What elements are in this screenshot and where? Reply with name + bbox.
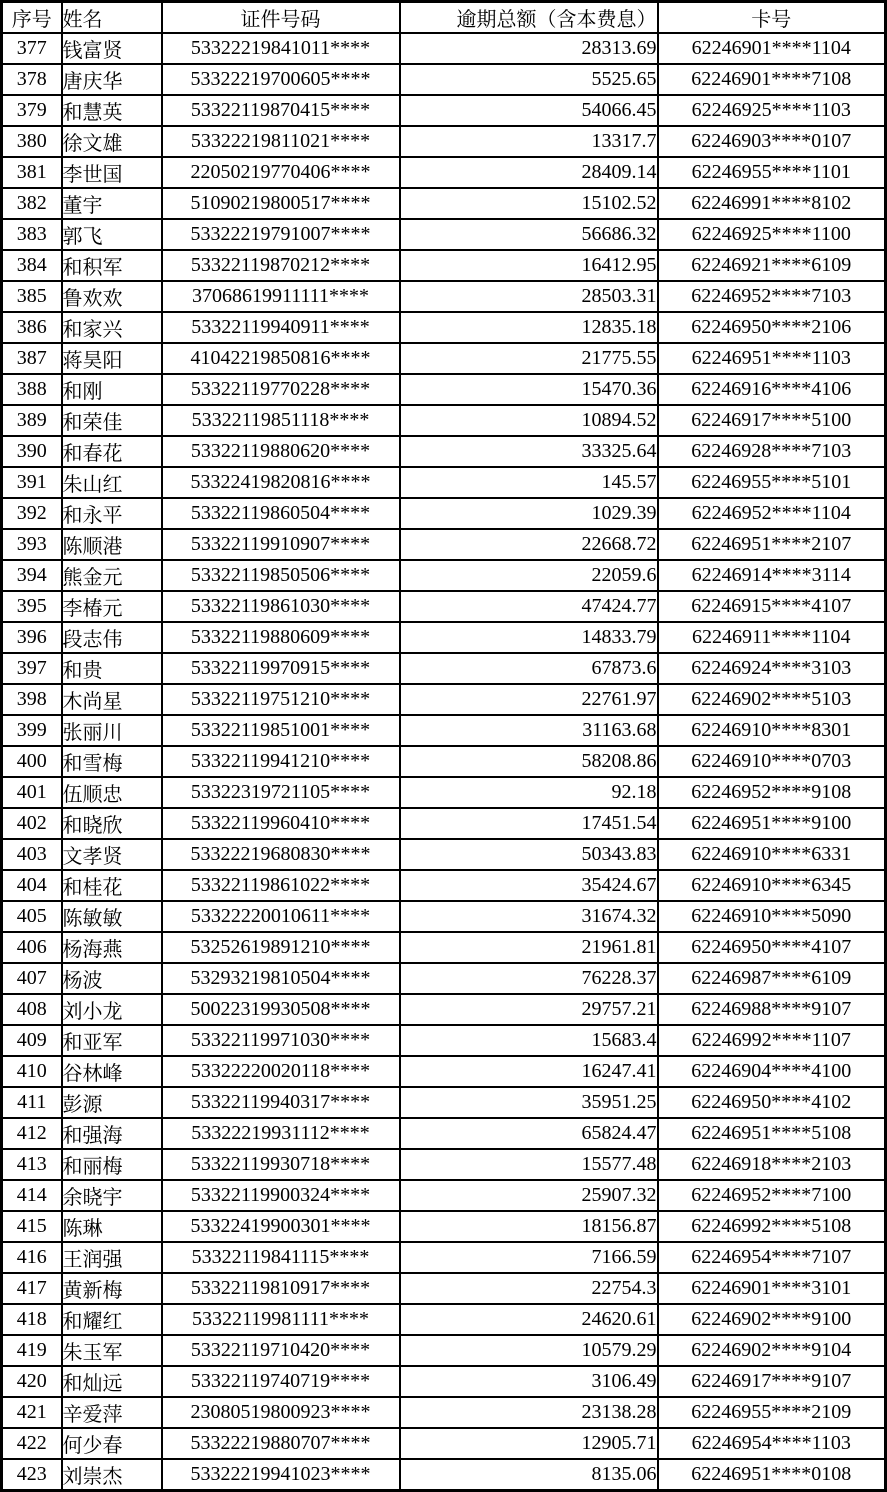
cell-name: 辛爱萍 (62, 1397, 162, 1428)
table-row (2, 622, 886, 653)
cell-overdue_total: 15683.4 (400, 1025, 658, 1056)
cell-name: 和荣佳 (62, 405, 162, 436)
cell-id_number: 53322119870415**** (162, 95, 400, 126)
cell-card_number: 62246910****8301 (658, 715, 886, 746)
cell-overdue_total: 21775.55 (400, 343, 658, 374)
cell-card_number: 62246987****6109 (658, 963, 886, 994)
cell-id_number: 53322119861030**** (162, 591, 400, 622)
cell-card_number: 62246917****5100 (658, 405, 886, 436)
cell-name: 和刚 (62, 374, 162, 405)
cell-card_number: 62246921****6109 (658, 250, 886, 281)
table-row (2, 33, 886, 64)
cell-name: 和桂花 (62, 870, 162, 901)
cell-index: 409 (2, 1025, 62, 1056)
table-row (2, 1118, 886, 1149)
cell-overdue_total: 31674.32 (400, 901, 658, 932)
cell-overdue_total: 22754.3 (400, 1273, 658, 1304)
cell-card_number: 62246924****3103 (658, 653, 886, 684)
cell-name: 张丽川 (62, 715, 162, 746)
cell-id_number: 53322119751210**** (162, 684, 400, 715)
cell-overdue_total: 17451.54 (400, 808, 658, 839)
table-row (2, 1149, 886, 1180)
cell-id_number: 53322119851001**** (162, 715, 400, 746)
cell-index: 381 (2, 157, 62, 188)
cell-name: 彭源 (62, 1087, 162, 1118)
table-row (2, 281, 886, 312)
cell-overdue_total: 65824.47 (400, 1118, 658, 1149)
table-row (2, 1335, 886, 1366)
table-header (2, 2, 886, 34)
cell-overdue_total: 50343.83 (400, 839, 658, 870)
cell-id_number: 23080519800923**** (162, 1397, 400, 1428)
cell-card_number: 62246904****4100 (658, 1056, 886, 1087)
cell-id_number: 53322119740719**** (162, 1366, 400, 1397)
cell-card_number: 62246902****9100 (658, 1304, 886, 1335)
table-row (2, 839, 886, 870)
cell-name: 何少春 (62, 1428, 162, 1459)
cell-index: 401 (2, 777, 62, 808)
cell-index: 414 (2, 1180, 62, 1211)
cell-index: 384 (2, 250, 62, 281)
column-header-id_number: 证件号码 (162, 2, 400, 34)
cell-id_number: 53322219841011**** (162, 33, 400, 64)
cell-index: 382 (2, 188, 62, 219)
table-row (2, 374, 886, 405)
table-row (2, 870, 886, 901)
table-row (2, 343, 886, 374)
cell-name: 和丽梅 (62, 1149, 162, 1180)
cell-name: 和春花 (62, 436, 162, 467)
cell-card_number: 62246955****1101 (658, 157, 886, 188)
cell-card_number: 62246915****4107 (658, 591, 886, 622)
cell-id_number: 53322419900301**** (162, 1211, 400, 1242)
cell-index: 415 (2, 1211, 62, 1242)
table-row (2, 498, 886, 529)
cell-card_number: 62246951****0108 (658, 1459, 886, 1491)
cell-id_number: 53322319721105**** (162, 777, 400, 808)
cell-overdue_total: 12835.18 (400, 312, 658, 343)
cell-card_number: 62246901****3101 (658, 1273, 886, 1304)
table-row (2, 1242, 886, 1273)
cell-overdue_total: 18156.87 (400, 1211, 658, 1242)
table-row (2, 684, 886, 715)
table-row (2, 529, 886, 560)
cell-card_number: 62246917****9107 (658, 1366, 886, 1397)
cell-name: 和慧英 (62, 95, 162, 126)
cell-id_number: 53322119850506**** (162, 560, 400, 591)
cell-id_number: 53322119940317**** (162, 1087, 400, 1118)
cell-card_number: 62246910****5090 (658, 901, 886, 932)
cell-id_number: 53322119880620**** (162, 436, 400, 467)
cell-index: 386 (2, 312, 62, 343)
cell-id_number: 53322419820816**** (162, 467, 400, 498)
cell-index: 411 (2, 1087, 62, 1118)
cell-index: 421 (2, 1397, 62, 1428)
cell-id_number: 53322119970915**** (162, 653, 400, 684)
cell-index: 423 (2, 1459, 62, 1491)
cell-card_number: 62246901****7108 (658, 64, 886, 95)
cell-card_number: 62246954****7107 (658, 1242, 886, 1273)
cell-overdue_total: 22668.72 (400, 529, 658, 560)
cell-name: 和亚军 (62, 1025, 162, 1056)
cell-index: 418 (2, 1304, 62, 1335)
cell-index: 417 (2, 1273, 62, 1304)
cell-index: 420 (2, 1366, 62, 1397)
cell-name: 刘小龙 (62, 994, 162, 1025)
cell-name: 和家兴 (62, 312, 162, 343)
cell-overdue_total: 22059.6 (400, 560, 658, 591)
cell-overdue_total: 35951.25 (400, 1087, 658, 1118)
cell-index: 392 (2, 498, 62, 529)
cell-index: 388 (2, 374, 62, 405)
cell-name: 余晓宇 (62, 1180, 162, 1211)
cell-card_number: 62246955****2109 (658, 1397, 886, 1428)
cell-index: 396 (2, 622, 62, 653)
cell-id_number: 53322119870212**** (162, 250, 400, 281)
cell-name: 李椿元 (62, 591, 162, 622)
cell-name: 董宇 (62, 188, 162, 219)
cell-card_number: 62246950****4102 (658, 1087, 886, 1118)
cell-id_number: 53322219791007**** (162, 219, 400, 250)
cell-overdue_total: 54066.45 (400, 95, 658, 126)
table-row (2, 1273, 886, 1304)
table-row (2, 963, 886, 994)
table-row (2, 436, 886, 467)
cell-index: 398 (2, 684, 62, 715)
cell-card_number: 62246951****9100 (658, 808, 886, 839)
cell-id_number: 53293219810504**** (162, 963, 400, 994)
cell-name: 和积军 (62, 250, 162, 281)
cell-id_number: 53322119810917**** (162, 1273, 400, 1304)
cell-overdue_total: 28313.69 (400, 33, 658, 64)
cell-index: 416 (2, 1242, 62, 1273)
table-row (2, 126, 886, 157)
cell-name: 鲁欢欢 (62, 281, 162, 312)
table-row (2, 560, 886, 591)
cell-id_number: 53322119930718**** (162, 1149, 400, 1180)
cell-card_number: 62246902****5103 (658, 684, 886, 715)
cell-name: 熊金元 (62, 560, 162, 591)
cell-overdue_total: 3106.49 (400, 1366, 658, 1397)
cell-card_number: 62246910****6331 (658, 839, 886, 870)
cell-overdue_total: 1029.39 (400, 498, 658, 529)
cell-card_number: 62246992****5108 (658, 1211, 886, 1242)
cell-name: 谷林峰 (62, 1056, 162, 1087)
cell-name: 木尚星 (62, 684, 162, 715)
cell-card_number: 62246903****0107 (658, 126, 886, 157)
cell-index: 378 (2, 64, 62, 95)
cell-card_number: 62246991****8102 (658, 188, 886, 219)
table-row (2, 1025, 886, 1056)
table-row (2, 808, 886, 839)
cell-name: 段志伟 (62, 622, 162, 653)
cell-overdue_total: 35424.67 (400, 870, 658, 901)
cell-id_number: 53322119880609**** (162, 622, 400, 653)
cell-index: 402 (2, 808, 62, 839)
table-row (2, 64, 886, 95)
cell-overdue_total: 10894.52 (400, 405, 658, 436)
cell-overdue_total: 15470.36 (400, 374, 658, 405)
cell-name: 文孝贤 (62, 839, 162, 870)
cell-index: 377 (2, 33, 62, 64)
cell-name: 陈敏敏 (62, 901, 162, 932)
table-row (2, 250, 886, 281)
cell-name: 王润强 (62, 1242, 162, 1273)
cell-index: 406 (2, 932, 62, 963)
cell-card_number: 62246952****9108 (658, 777, 886, 808)
cell-name: 和永平 (62, 498, 162, 529)
cell-overdue_total: 16247.41 (400, 1056, 658, 1087)
cell-overdue_total: 145.57 (400, 467, 658, 498)
cell-name: 刘崇杰 (62, 1459, 162, 1491)
cell-card_number: 62246925****1100 (658, 219, 886, 250)
cell-id_number: 53322119960410**** (162, 808, 400, 839)
cell-overdue_total: 5525.65 (400, 64, 658, 95)
cell-id_number: 53322119941210**** (162, 746, 400, 777)
cell-overdue_total: 12905.71 (400, 1428, 658, 1459)
cell-overdue_total: 29757.21 (400, 994, 658, 1025)
cell-id_number: 53322119841115**** (162, 1242, 400, 1273)
cell-card_number: 62246951****5108 (658, 1118, 886, 1149)
table-row (2, 219, 886, 250)
table-row (2, 1366, 886, 1397)
table-row (2, 777, 886, 808)
cell-id_number: 53322119860504**** (162, 498, 400, 529)
cell-overdue_total: 24620.61 (400, 1304, 658, 1335)
cell-id_number: 53322119770228**** (162, 374, 400, 405)
cell-name: 钱富贤 (62, 33, 162, 64)
table-row (2, 901, 886, 932)
table-row (2, 188, 886, 219)
cell-card_number: 62246951****2107 (658, 529, 886, 560)
table-row (2, 1459, 886, 1491)
cell-id_number: 53322220010611**** (162, 901, 400, 932)
cell-id_number: 53322119861022**** (162, 870, 400, 901)
cell-id_number: 53252619891210**** (162, 932, 400, 963)
cell-index: 400 (2, 746, 62, 777)
cell-card_number: 62246901****1104 (658, 33, 886, 64)
table-body (2, 33, 886, 1491)
cell-id_number: 53322119910907**** (162, 529, 400, 560)
cell-name: 黄新梅 (62, 1273, 162, 1304)
cell-name: 李世国 (62, 157, 162, 188)
cell-id_number: 51090219800517**** (162, 188, 400, 219)
cell-index: 419 (2, 1335, 62, 1366)
cell-name: 和灿远 (62, 1366, 162, 1397)
cell-card_number: 62246914****3114 (658, 560, 886, 591)
table-row (2, 467, 886, 498)
column-header-name: 姓名 (62, 2, 162, 34)
cell-card_number: 62246951****1103 (658, 343, 886, 374)
cell-id_number: 53322219880707**** (162, 1428, 400, 1459)
table-row (2, 994, 886, 1025)
cell-card_number: 62246952****7103 (658, 281, 886, 312)
table-row (2, 1056, 886, 1087)
cell-index: 397 (2, 653, 62, 684)
cell-overdue_total: 7166.59 (400, 1242, 658, 1273)
cell-index: 408 (2, 994, 62, 1025)
cell-index: 394 (2, 560, 62, 591)
cell-name: 杨海燕 (62, 932, 162, 963)
cell-overdue_total: 28503.31 (400, 281, 658, 312)
cell-overdue_total: 92.18 (400, 777, 658, 808)
cell-id_number: 53322219931112**** (162, 1118, 400, 1149)
cell-name: 陈琳 (62, 1211, 162, 1242)
cell-overdue_total: 15102.52 (400, 188, 658, 219)
table-row (2, 1087, 886, 1118)
cell-id_number: 37068619911111**** (162, 281, 400, 312)
column-header-overdue_total: 逾期总额（含本费息） (400, 2, 658, 34)
cell-index: 405 (2, 901, 62, 932)
cell-card_number: 62246918****2103 (658, 1149, 886, 1180)
cell-name: 唐庆华 (62, 64, 162, 95)
cell-id_number: 53322119851118**** (162, 405, 400, 436)
cell-overdue_total: 10579.29 (400, 1335, 658, 1366)
cell-overdue_total: 13317.7 (400, 126, 658, 157)
cell-index: 387 (2, 343, 62, 374)
cell-overdue_total: 16412.95 (400, 250, 658, 281)
header-row (2, 2, 886, 34)
cell-index: 390 (2, 436, 62, 467)
cell-id_number: 50022319930508**** (162, 994, 400, 1025)
cell-index: 410 (2, 1056, 62, 1087)
cell-name: 和耀红 (62, 1304, 162, 1335)
cell-overdue_total: 56686.32 (400, 219, 658, 250)
cell-id_number: 53322219700605**** (162, 64, 400, 95)
table-row (2, 932, 886, 963)
cell-name: 和强海 (62, 1118, 162, 1149)
cell-id_number: 22050219770406**** (162, 157, 400, 188)
cell-card_number: 62246916****4106 (658, 374, 886, 405)
cell-name: 和雪梅 (62, 746, 162, 777)
cell-index: 407 (2, 963, 62, 994)
cell-overdue_total: 47424.77 (400, 591, 658, 622)
cell-index: 383 (2, 219, 62, 250)
cell-id_number: 53322219811021**** (162, 126, 400, 157)
cell-name: 徐文雄 (62, 126, 162, 157)
table-row (2, 1304, 886, 1335)
cell-overdue_total: 76228.37 (400, 963, 658, 994)
cell-index: 395 (2, 591, 62, 622)
cell-card_number: 62246952****7100 (658, 1180, 886, 1211)
cell-id_number: 41042219850816**** (162, 343, 400, 374)
cell-overdue_total: 31163.68 (400, 715, 658, 746)
cell-card_number: 62246910****0703 (658, 746, 886, 777)
cell-id_number: 53322219941023**** (162, 1459, 400, 1491)
cell-overdue_total: 67873.6 (400, 653, 658, 684)
cell-index: 391 (2, 467, 62, 498)
cell-card_number: 62246928****7103 (658, 436, 886, 467)
cell-card_number: 62246950****2106 (658, 312, 886, 343)
cell-index: 404 (2, 870, 62, 901)
cell-id_number: 53322119971030**** (162, 1025, 400, 1056)
cell-overdue_total: 22761.97 (400, 684, 658, 715)
cell-index: 379 (2, 95, 62, 126)
column-header-card_number: 卡号 (658, 2, 886, 34)
cell-card_number: 62246910****6345 (658, 870, 886, 901)
cell-id_number: 53322119710420**** (162, 1335, 400, 1366)
cell-overdue_total: 28409.14 (400, 157, 658, 188)
cell-index: 399 (2, 715, 62, 746)
cell-id_number: 53322119900324**** (162, 1180, 400, 1211)
cell-name: 和贵 (62, 653, 162, 684)
table-row (2, 157, 886, 188)
cell-id_number: 53322119940911**** (162, 312, 400, 343)
cell-index: 422 (2, 1428, 62, 1459)
cell-index: 389 (2, 405, 62, 436)
cell-overdue_total: 23138.28 (400, 1397, 658, 1428)
cell-name: 郭飞 (62, 219, 162, 250)
cell-name: 朱玉军 (62, 1335, 162, 1366)
table-row (2, 715, 886, 746)
cell-index: 412 (2, 1118, 62, 1149)
cell-card_number: 62246988****9107 (658, 994, 886, 1025)
cell-card_number: 62246925****1103 (658, 95, 886, 126)
cell-card_number: 62246954****1103 (658, 1428, 886, 1459)
cell-card_number: 62246992****1107 (658, 1025, 886, 1056)
table-row (2, 1397, 886, 1428)
table-row (2, 312, 886, 343)
cell-id_number: 53322119981111**** (162, 1304, 400, 1335)
cell-name: 杨波 (62, 963, 162, 994)
cell-name: 和晓欣 (62, 808, 162, 839)
cell-index: 413 (2, 1149, 62, 1180)
cell-overdue_total: 14833.79 (400, 622, 658, 653)
cell-index: 393 (2, 529, 62, 560)
table-row (2, 746, 886, 777)
table-row (2, 591, 886, 622)
table-row (2, 653, 886, 684)
cell-overdue_total: 15577.48 (400, 1149, 658, 1180)
cell-overdue_total: 21961.81 (400, 932, 658, 963)
cell-card_number: 62246902****9104 (658, 1335, 886, 1366)
column-header-index: 序号 (2, 2, 62, 34)
table-row (2, 1211, 886, 1242)
cell-name: 朱山红 (62, 467, 162, 498)
cell-name: 蒋昊阳 (62, 343, 162, 374)
cell-id_number: 53322219680830**** (162, 839, 400, 870)
table-row (2, 405, 886, 436)
cell-overdue_total: 58208.86 (400, 746, 658, 777)
cell-index: 385 (2, 281, 62, 312)
cell-overdue_total: 8135.06 (400, 1459, 658, 1491)
cell-card_number: 62246952****1104 (658, 498, 886, 529)
cell-overdue_total: 25907.32 (400, 1180, 658, 1211)
cell-id_number: 53322220020118**** (162, 1056, 400, 1087)
cell-card_number: 62246950****4107 (658, 932, 886, 963)
table-row (2, 1428, 886, 1459)
cell-index: 380 (2, 126, 62, 157)
cell-card_number: 62246955****5101 (658, 467, 886, 498)
cell-card_number: 62246911****1104 (658, 622, 886, 653)
table-row (2, 1180, 886, 1211)
table-row (2, 95, 886, 126)
cell-name: 伍顺忠 (62, 777, 162, 808)
cell-index: 403 (2, 839, 62, 870)
cell-overdue_total: 33325.64 (400, 436, 658, 467)
cell-name: 陈顺港 (62, 529, 162, 560)
